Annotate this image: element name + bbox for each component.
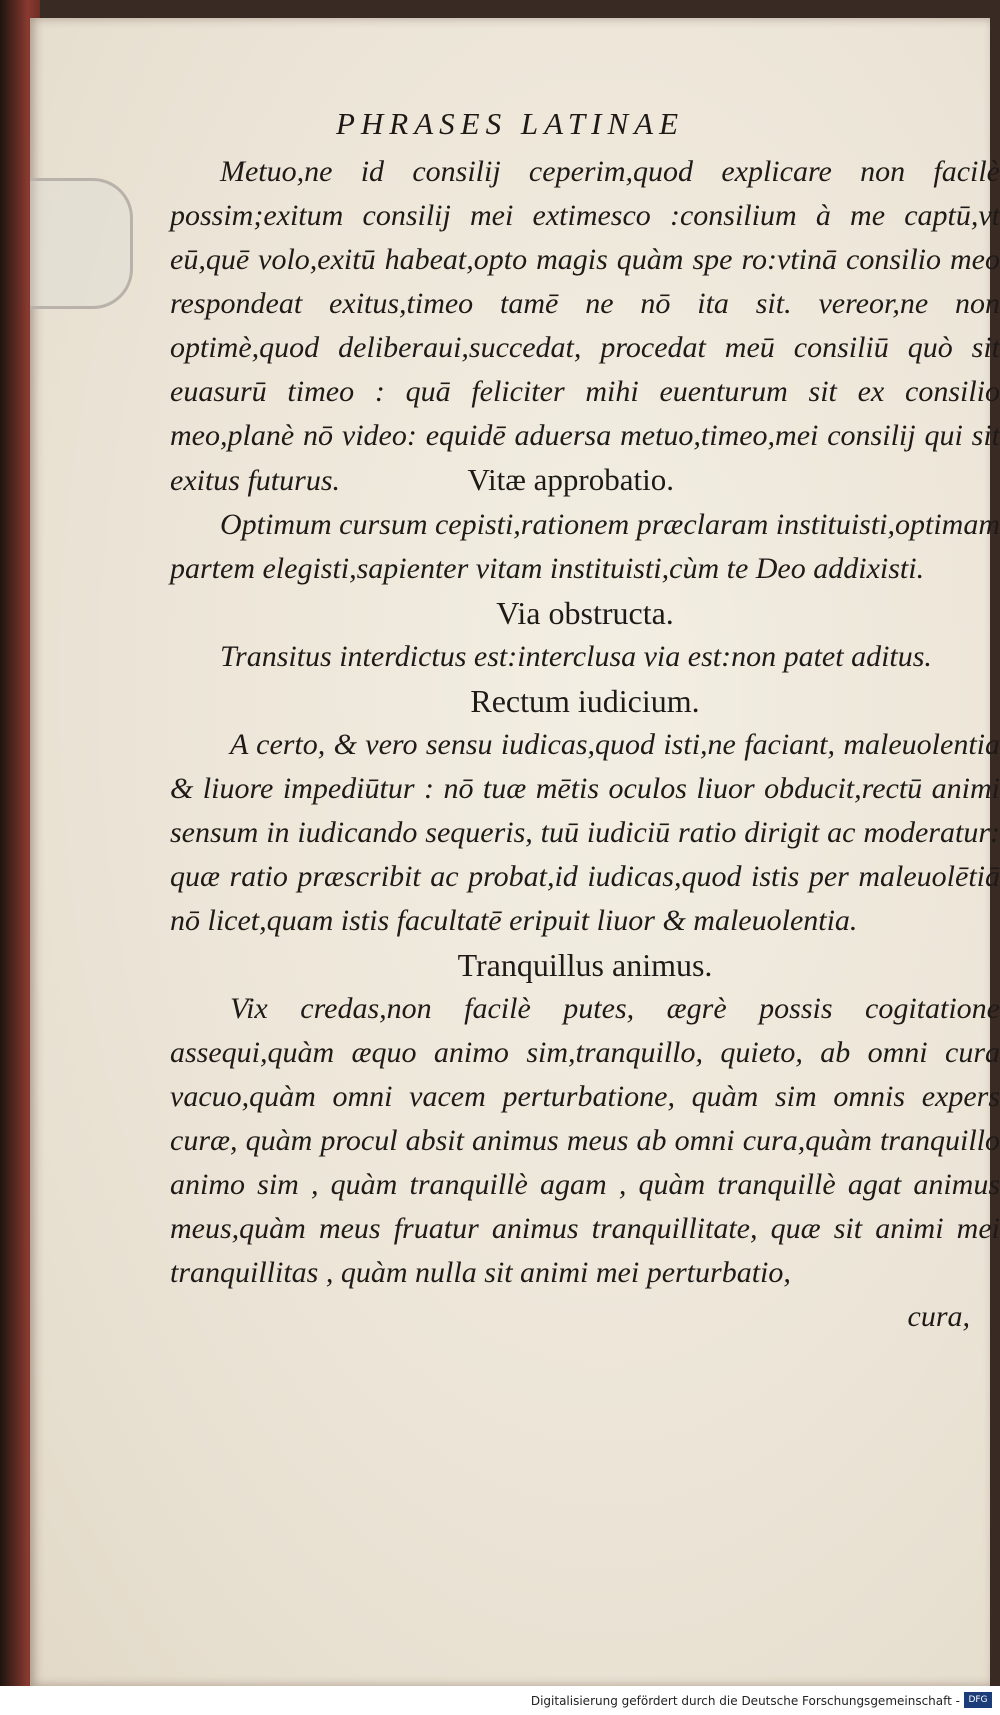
book-page [30, 18, 1000, 1686]
dfg-logo-icon: DFG [964, 1692, 992, 1708]
running-header: PHRASES LATINAE [335, 106, 685, 141]
funding-notice: Digitalisierung gefördert durch die Deutsche Forschungsgemeinschaft - [530, 1694, 960, 1708]
paragraph-vix-credas: Vix credas,non facilè putes, ægrè possis cogitatione assequi,quàm æquo animo sim,tranquillo, quieto, ab omni cura vacuo,quàm omni vacem perturbatione, quàm sim omnis expers curæ, quàm procul absit animus meus ab omni cura,quàm tranquillo animo sim , quàm tranquillè agam , quàm tranquillè agat animus meus,quàm meus fruatur animus tranquillitate, quæ sit animi mei tranquillitas , quàm nulla sit animi mei perturbatio, [170, 992, 1000, 1289]
paragraph-metuo [170, 150, 1000, 503]
heading-tranquillus-animus: Tranquillus animus. [457, 947, 713, 983]
heading-vitae-approbatio: Vitæ approbatio. [467, 462, 674, 497]
paragraph-transitus: Transitus interdictus est:interclusa via est:non patet aditus. [220, 640, 932, 673]
footer-bar [0, 1686, 1000, 1715]
paragraph-metuo-text: Metuo,ne id consilij ceperim,quod explicare non facilè possim;exitum consilij mei extimesco :consilium à me captū,vt eū,quē volo,exitū habeat,opto magis quàm spe ro:vtinā consilio meo respondeat exitus,timeo tamē ne nō ita sit. vereor,ne non optimè,quod deliberaui,succedat, procedat meū consiliū quò sit euasurū timeo : quā feliciter mihi euenturum sit ex consilio meo,planè nō video: equidē aduersa metuo,timeo,mei consilij qui sit exitus futurus. [170, 155, 1000, 497]
page-text [170, 150, 1000, 1339]
heading-rectum-iudicium: Rectum iudicium. [470, 683, 700, 719]
page-clip [30, 178, 133, 309]
paragraph-optimum: Optimum cursum cepisti,rationem præclaram instituisti,optimam partem elegisti,sapienter vitam instituisti,cùm te Deo addixisti. [170, 508, 1000, 585]
paragraph-a-certo: A certo, & vero sensu iudicas,quod isti,ne faciant, maleuolentia & liuore impediūtur : nō tuæ mētis oculos liuor obducit,rectū animi sensum in iudicando sequeris, tuū iudiciū ratio dirigit ac moderatur: quæ ratio præscribit ac probat,id iudicas,quod istis per maleuolētiā nō licet,quam istis facultatē eripuit liuor & maleuolentia. [170, 728, 1000, 937]
heading-via-obstructa: Via obstructa. [496, 595, 674, 631]
catchword: cura, [907, 1300, 970, 1333]
